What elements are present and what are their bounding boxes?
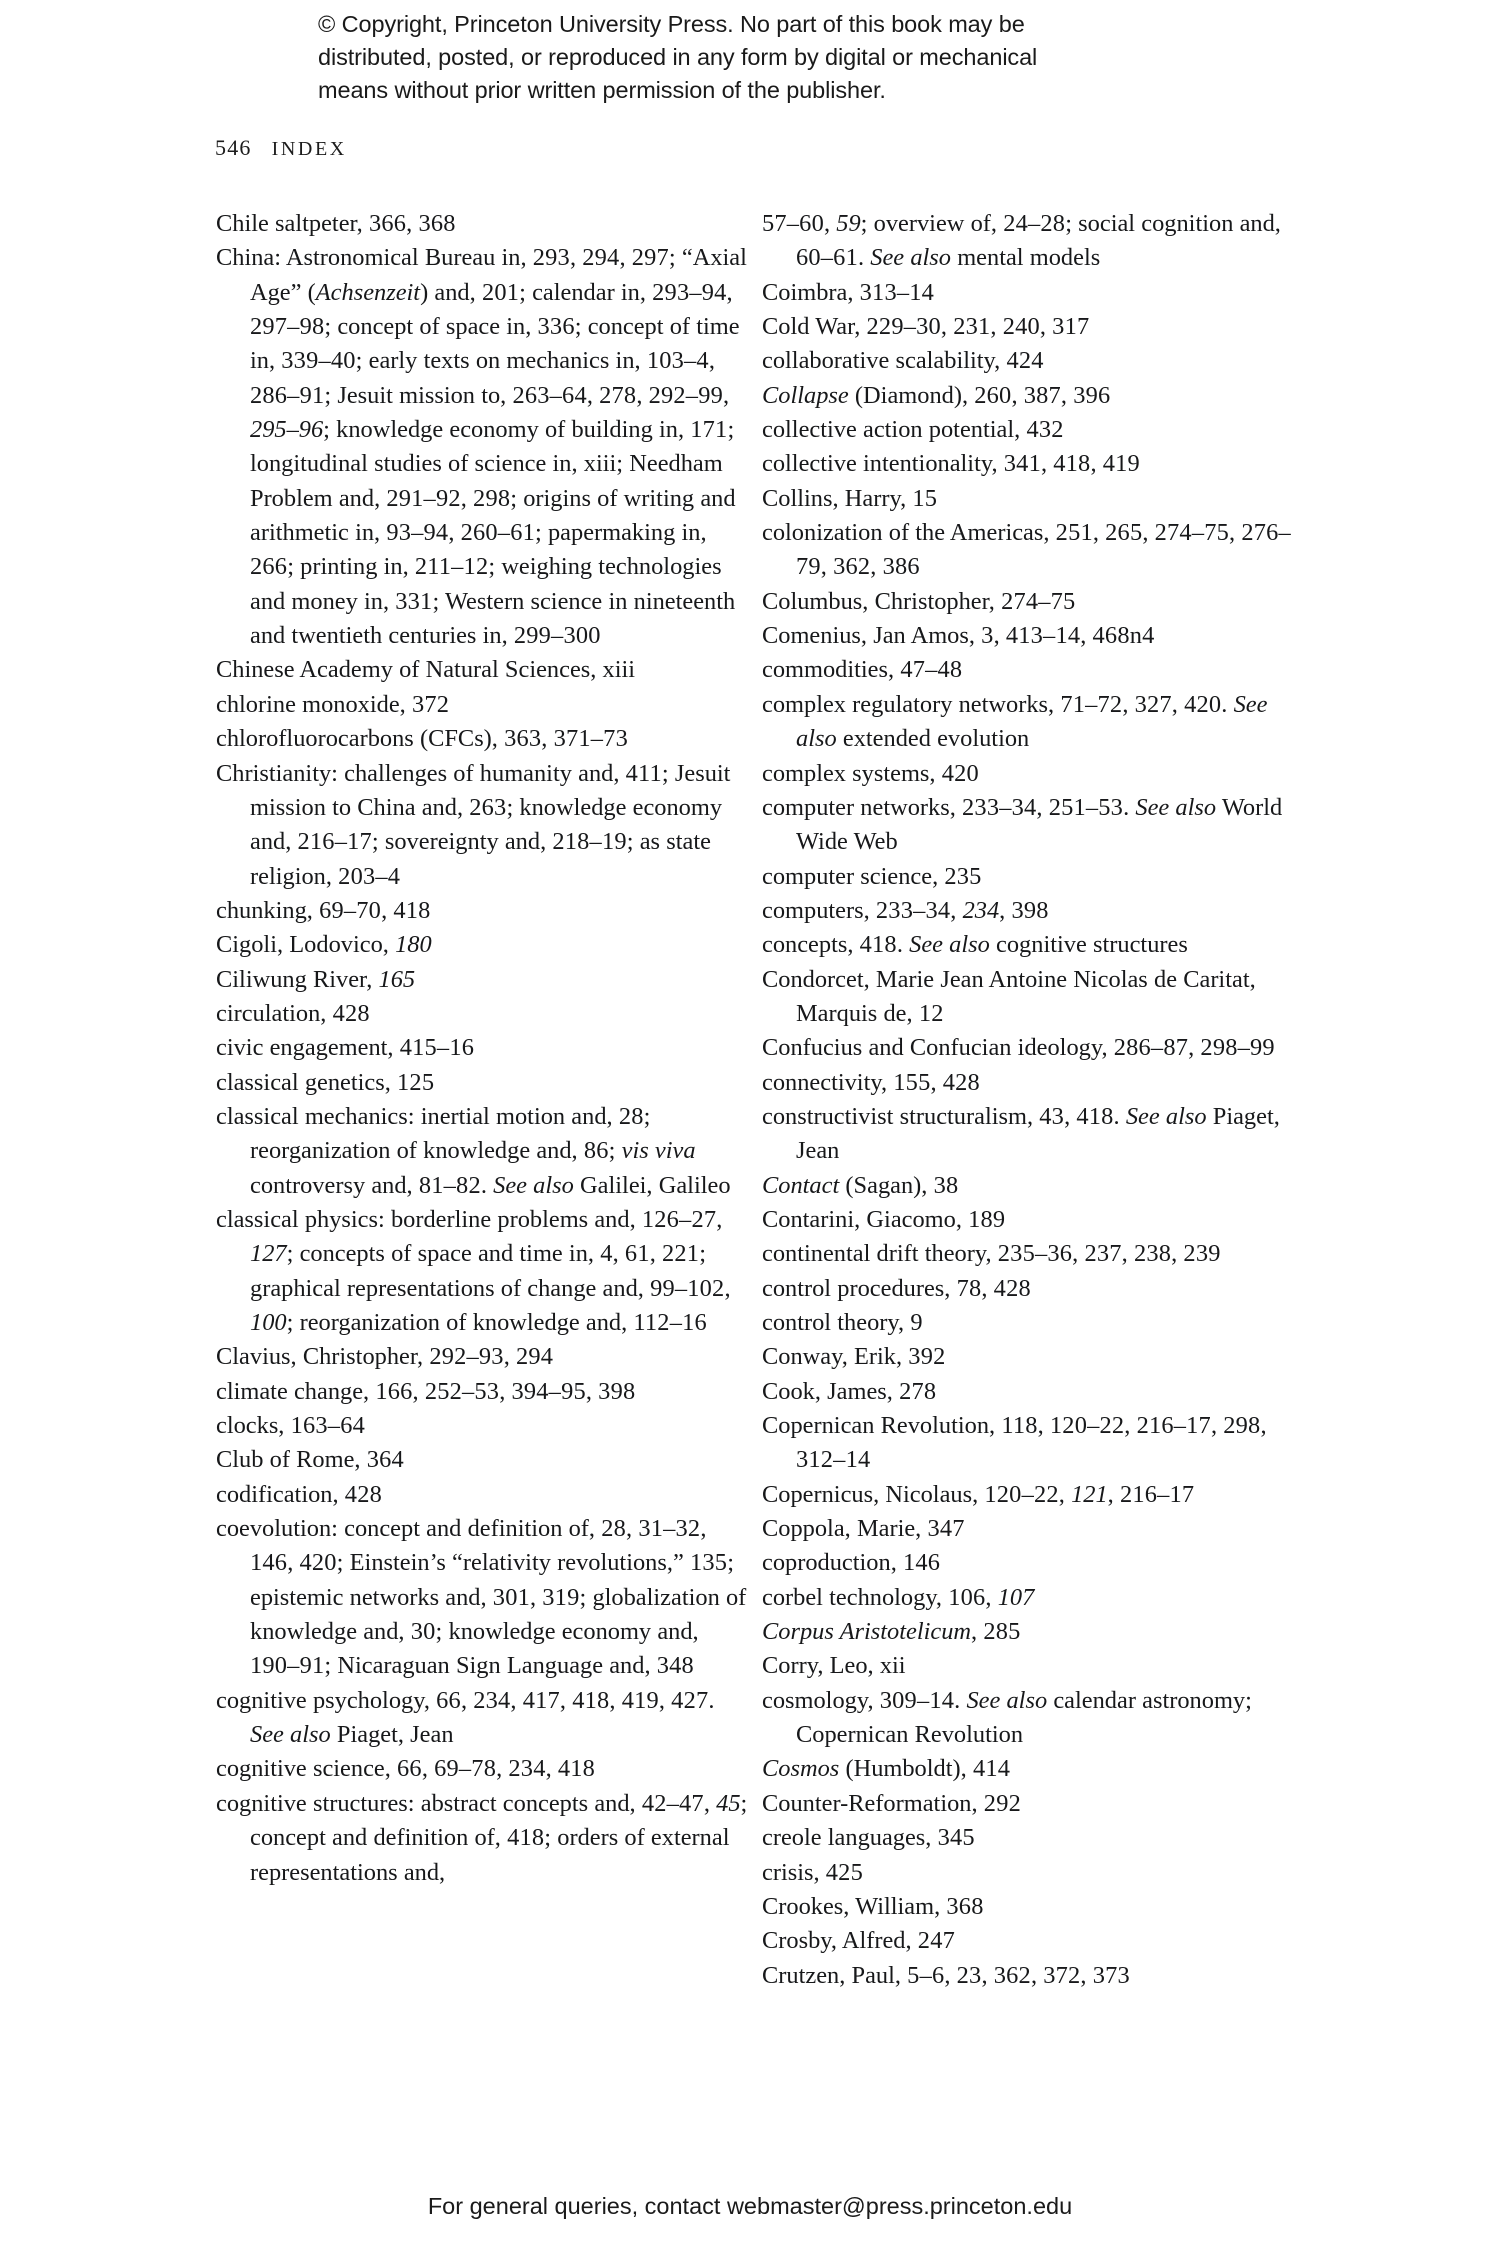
index-entry: computers, 233–34, 234, 398 xyxy=(762,896,1049,924)
index-entry: Comenius, Jan Amos, 3, 413–14, 468n4 xyxy=(762,622,1155,650)
index-column-left xyxy=(216,207,754,1890)
index-entry: Clavius, Christopher, 292–93, 294 xyxy=(216,1343,554,1371)
index-entry: Club of Rome, 364 xyxy=(216,1446,404,1474)
index-entry: control procedures, 78, 428 xyxy=(762,1274,1031,1302)
index-entry: Conway, Erik, 392 xyxy=(762,1343,946,1371)
copyright-line-2: distributed, posted, or reproduced in any form by digital or mechanical xyxy=(318,44,1038,70)
index-entry: Confucius and Confucian ideology, 286–87, 298–99 xyxy=(762,1034,1275,1062)
index-entry: control theory, 9 xyxy=(762,1309,923,1336)
index-entry: coevolution: concept and definition of, 28, 31–32, 146, 420; Einstein’s “relativity revolutions,” 135; epistemic networks and, 301, 319; globalization of knowledge and, 30; knowledge economy and, 190–91; Nicaraguan Sign Language and, 348 xyxy=(216,1515,747,1680)
index-entry: Collapse (Diamond), 260, 387, 396 xyxy=(762,381,1111,409)
index-entry: chlorofluorocarbons (CFCs), 363, 371–73 xyxy=(216,725,628,753)
index-entry: constructivist structuralism, 43, 418. See also Piaget, Jean xyxy=(762,1102,1280,1165)
index-entry: concepts, 418. See also cognitive structures xyxy=(762,931,1188,959)
copyright-line-1: © Copyright, Princeton University Press. No part of this book may be xyxy=(318,11,1025,37)
index-entry: chlorine monoxide, 372 xyxy=(216,690,450,718)
index-entry: Cosmos (Humboldt), 414 xyxy=(762,1755,1011,1783)
index-entry: chunking, 69–70, 418 xyxy=(216,896,431,924)
index-entry: Crosby, Alfred, 247 xyxy=(762,1927,955,1955)
index-entry: connectivity, 155, 428 xyxy=(762,1068,980,1096)
index-entry: China: Astronomical Bureau in, 293, 294, 297; “Axial Age” (Achsenzeit) and, 201; calendar in, 293–94, 297–98; concept of space in, 336; concept of time in, 339–40; early texts on mechanics in, 103–4, 286–91; Jesuit mission to, 263–64, 278, 292–99, 295–96; knowledge economy of building in, 171; longitudinal studies of science in, xiii; Needham Problem and, 291–92, 298; origins of writing and arithmetic in, 93–94, 260–61; papermaking in, 266; printing in, 211–12; weighing technologies and money in, 331; Western science in nineteenth and twentieth centuries in, 299–300 xyxy=(216,244,747,650)
index-entry: Collins, Harry, 15 xyxy=(762,484,938,512)
index-entry: creole languages, 345 xyxy=(762,1824,975,1852)
index-entry: complex regulatory networks, 71–72, 327, 420. See also extended evolution xyxy=(762,690,1268,753)
index-entry: Condorcet, Marie Jean Antoine Nicolas de Caritat, Marquis de, 12 xyxy=(762,965,1256,1027)
running-head xyxy=(215,135,347,161)
index-entry: clocks, 163–64 xyxy=(216,1412,365,1440)
index-entry: Corpus Aristotelicum, 285 xyxy=(762,1618,1021,1646)
index-entry: collective intentionality, 341, 418, 419 xyxy=(762,450,1140,478)
page-folio: 546 xyxy=(215,135,252,160)
index-entry: Cigoli, Lodovico, 180 xyxy=(216,931,432,959)
index-entry: climate change, 166, 252–53, 394–95, 398 xyxy=(216,1377,636,1405)
index-entry: classical genetics, 125 xyxy=(216,1068,435,1096)
index-entry: Crutzen, Paul, 5–6, 23, 362, 372, 373 xyxy=(762,1961,1130,1989)
index-entry: Christianity: challenges of humanity and, 411; Jesuit mission to China and, 263; knowledge economy and, 216–17; sovereignty and, 218–19; as state religion, 203–4 xyxy=(216,759,731,890)
index-entry: Counter-Reformation, 292 xyxy=(762,1789,1021,1817)
index-entry: commodities, 47–48 xyxy=(762,656,963,684)
index-entry: cognitive structures: abstract concepts and, 42–47, 45; concept and definition of, 418; orders of external representations and, xyxy=(216,1789,748,1886)
index-entry: Coppola, Marie, 347 xyxy=(762,1515,965,1543)
index-entry: computer networks, 233–34, 251–53. See also World Wide Web xyxy=(762,793,1283,856)
index-entry: coproduction, 146 xyxy=(762,1549,941,1577)
index-entry: continental drift theory, 235–36, 237, 238, 239 xyxy=(762,1240,1221,1268)
index-entry: colonization of the Americas, 251, 265, 274–75, 276–79, 362, 386 xyxy=(762,519,1291,581)
index-entry: Crookes, William, 368 xyxy=(762,1892,984,1920)
index-entry: Contarini, Giacomo, 189 xyxy=(762,1205,1006,1233)
running-head-label: INDEX xyxy=(271,138,347,160)
index-body xyxy=(0,207,1500,2077)
index-entry: civic engagement, 415–16 xyxy=(216,1034,475,1062)
index-entry: cognitive psychology, 66, 234, 417, 418, 419, 427. See also Piaget, Jean xyxy=(216,1686,715,1749)
index-entry: cosmology, 309–14. See also calendar astronomy; Copernican Revolution xyxy=(762,1686,1252,1749)
index-entry: Contact (Sagan), 38 xyxy=(762,1171,959,1199)
index-column-right xyxy=(762,207,1300,1993)
copyright-notice xyxy=(318,8,1178,107)
index-entry: Columbus, Christopher, 274–75 xyxy=(762,587,1076,615)
index-entry: Copernicus, Nicolaus, 120–22, 121, 216–17 xyxy=(762,1480,1195,1508)
index-entry: codification, 428 xyxy=(216,1480,382,1508)
index-entry: crisis, 425 xyxy=(762,1858,863,1886)
index-entry: complex systems, 420 xyxy=(762,759,979,787)
index-entry: Chinese Academy of Natural Sciences, xiii xyxy=(216,656,636,684)
index-entry: Corry, Leo, xii xyxy=(762,1652,906,1680)
index-entry: Cook, James, 278 xyxy=(762,1377,937,1405)
copyright-line-3: means without prior written permission of the publisher. xyxy=(318,77,886,103)
index-entry: cognitive science, 66, 69–78, 234, 418 xyxy=(216,1755,596,1783)
footer-queries-notice: For general queries, contact webmaster@press.princeton.edu xyxy=(427,2193,1073,2219)
index-entry: Cold War, 229–30, 231, 240, 317 xyxy=(762,313,1090,341)
index-entry: Chile saltpeter, 366, 368 xyxy=(216,210,456,237)
index-entry: Copernican Revolution, 118, 120–22, 216–17, 298, 312–14 xyxy=(762,1412,1267,1474)
index-entry: corbel technology, 106, 107 xyxy=(762,1583,1035,1611)
index-entry: classical physics: borderline problems and, 126–27, 127; concepts of space and time in, 4, 61, 221; graphical representations of change and, 99–102, 100; reorganization of knowledge and, 112–16 xyxy=(216,1205,731,1336)
index-entry: circulation, 428 xyxy=(216,999,370,1027)
index-entry: collective action potential, 432 xyxy=(762,416,1064,444)
index-entry: collaborative scalability, 424 xyxy=(762,347,1044,375)
index-entry: computer science, 235 xyxy=(762,862,982,890)
index-entry: Ciliwung River, 165 xyxy=(216,965,416,993)
index-entry: classical mechanics: inertial motion and, 28; reorganization of knowledge and, 86; vis viva controversy and, 81–82. See also Galilei, Galileo xyxy=(216,1102,731,1199)
index-entry: Coimbra, 313–14 xyxy=(762,278,935,306)
index-entry: 57–60, 59; overview of, 24–28; social cognition and, 60–61. See also mental models xyxy=(762,210,1281,272)
